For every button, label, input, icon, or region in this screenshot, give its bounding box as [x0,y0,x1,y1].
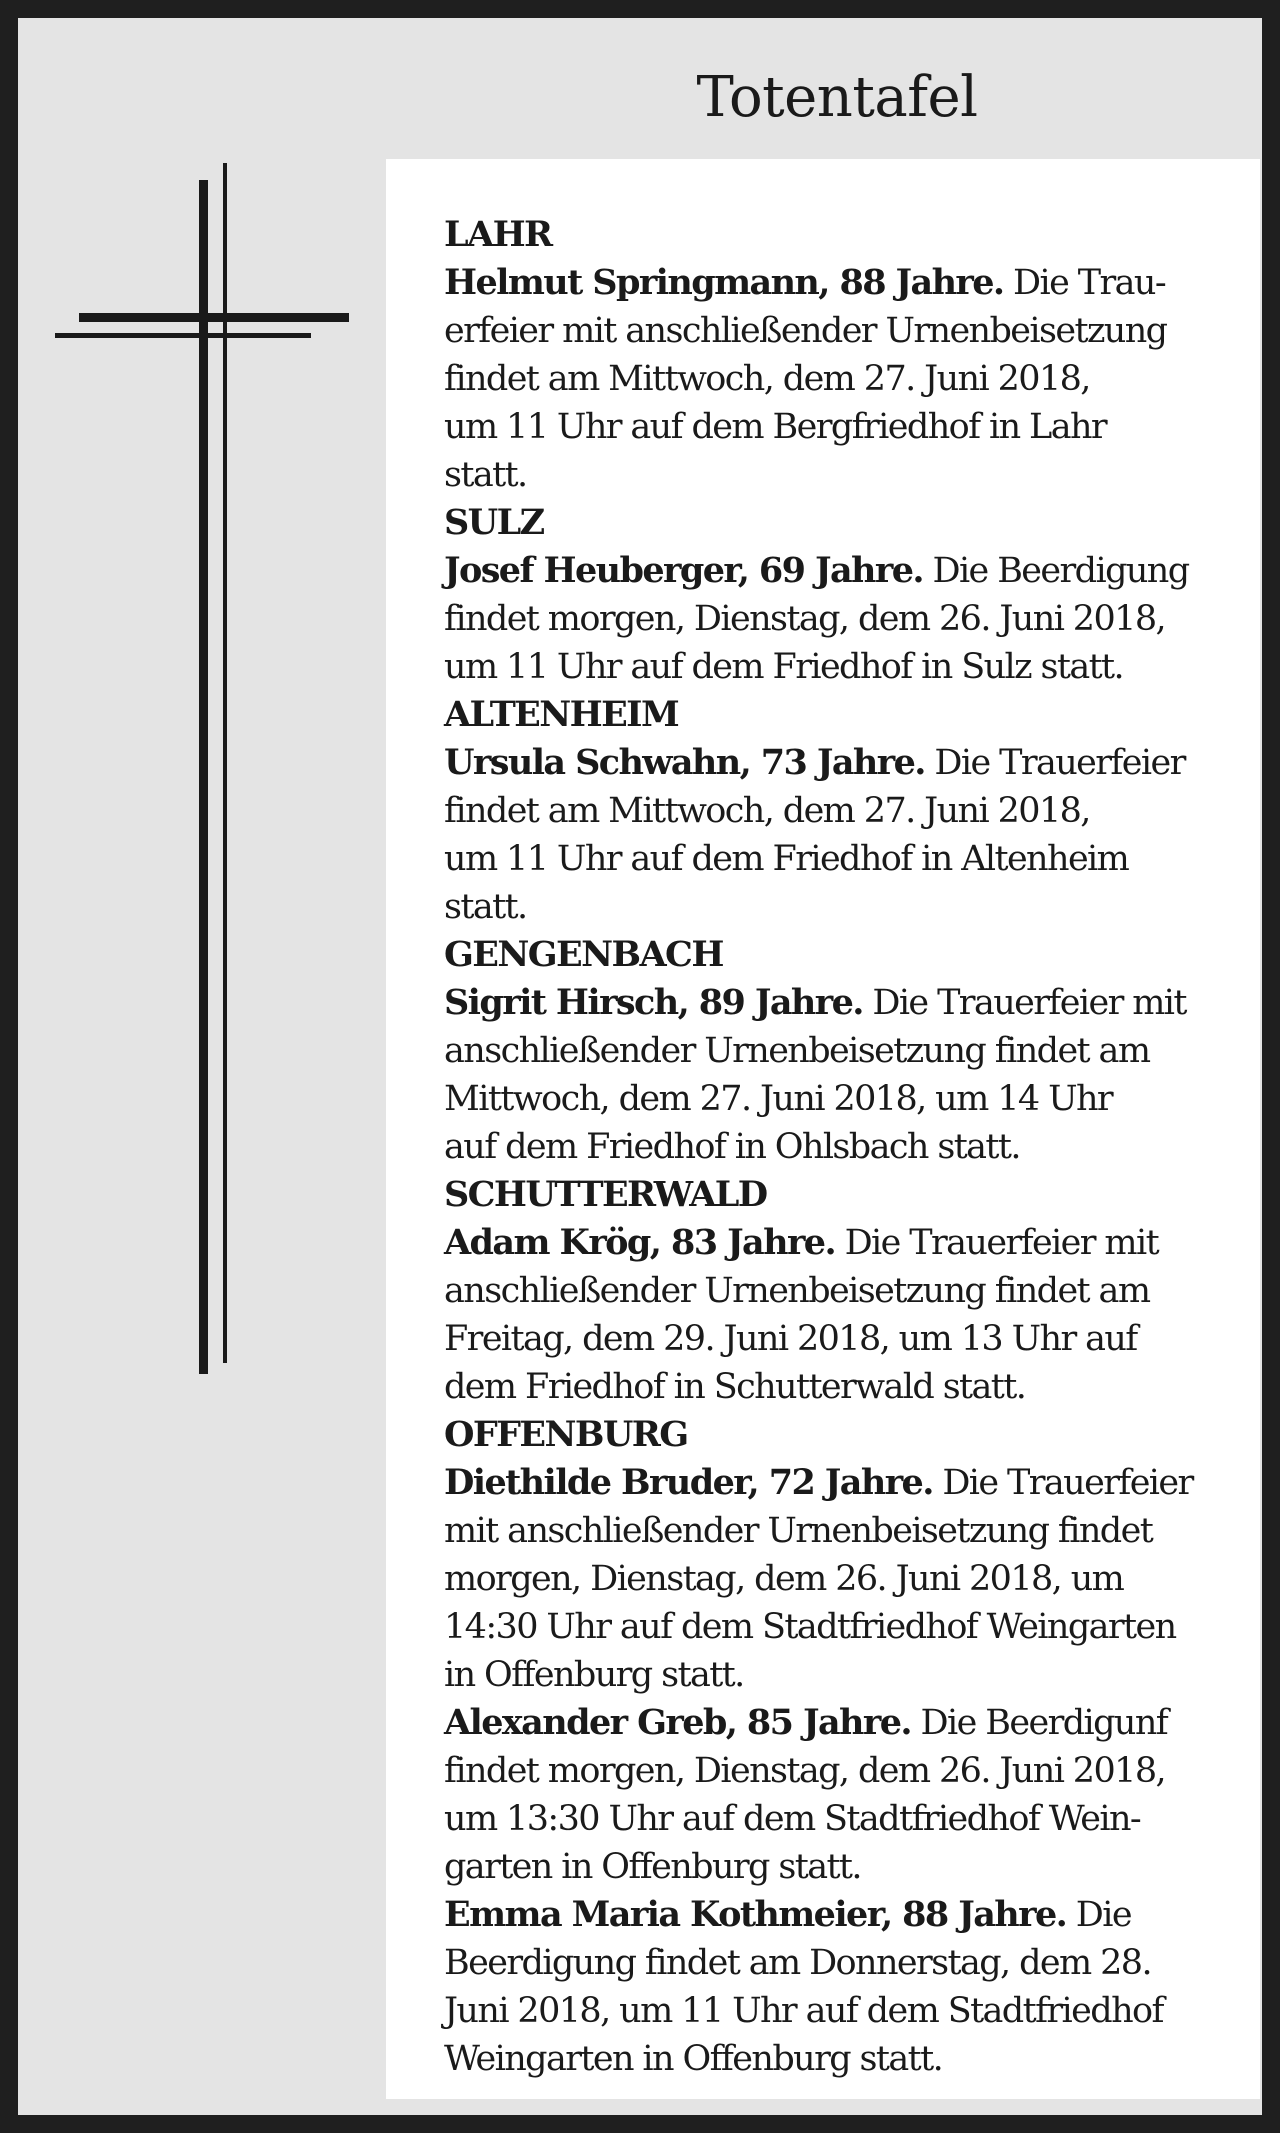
entry-text: Die Trauerfeier [932,1463,1193,1503]
entry-line: in Offenburg statt. [444,1655,744,1695]
entry-line: findet morgen, Dienstag, dem 26. Juni 2018, [444,1751,1166,1791]
entry-line: um 11 Uhr auf dem Bergfriedhof in Lahr [444,407,1107,447]
entry-line: Juni 2018, um 11 Uhr auf dem Stadtfriedhof [444,1991,1163,2031]
entry-line: erfeier mit anschließender Urnenbeisetzung [444,311,1167,351]
entry-line [444,547,1244,595]
place-heading-sulz: SULZ [444,502,544,543]
entry-line [444,739,1244,787]
entry-line: anschließender Urnenbeisetzung findet am [444,1031,1150,1071]
place-heading-lahr: LAHR [444,214,552,255]
entry-line [444,1891,1244,1939]
entry-line: dem Friedhof in Schutterwald statt. [444,1367,1026,1407]
entry-text: Die Trauerfeier mit [862,983,1186,1023]
obituary-entry [444,1459,1244,1699]
obituary-entry [444,979,1244,1171]
entry-line: findet am Mittwoch, dem 27. Juni 2018, [444,791,1090,831]
entry-line: 14:30 Uhr auf dem Stadtfriedhof Weingarten [444,1607,1176,1647]
place-heading-offenburg: OFFENBURG [444,1414,688,1455]
entry-text: Die Beerdigung [922,551,1189,591]
entry-line: findet morgen, Dienstag, dem 26. Juni 2018, [444,599,1166,639]
entry-line: findet am Mittwoch, dem 27. Juni 2018, [444,359,1090,399]
entry-line: auf dem Friedhof in Ohlsbach statt. [444,1127,1020,1167]
obituary-entry [444,1219,1244,1411]
entry-line: um 13:30 Uhr auf dem Stadtfriedhof Wein- [444,1799,1141,1839]
cross-icon [18,18,402,2115]
obituary-entry [444,259,1244,499]
entry-text: Die [1066,1895,1131,1935]
entry-line: mit anschließender Urnenbeisetzung findet [444,1511,1153,1551]
entry-text: Die Trauerfeier [924,743,1185,783]
entry-line: Freitag, dem 29. Juni 2018, um 13 Uhr auf [444,1319,1137,1359]
obituary-panel [18,18,1262,2115]
entry-line: um 11 Uhr auf dem Friedhof in Altenheim [444,839,1129,879]
entry-line: Mittwoch, dem 27. Juni 2018, um 14 Uhr [444,1079,1113,1119]
entry-line: garten in Offenburg statt. [444,1847,861,1887]
obituary-list-panel [386,159,1260,2099]
page-title: Totentafel [696,65,978,130]
entry-line: statt. [444,455,527,495]
entry-line: Beerdigung findet am Donnerstag, dem 28. [444,1943,1151,1983]
entry-line: Weingarten in Offenburg statt. [444,2039,943,2079]
place-heading-altenheim: ALTENHEIM [444,694,679,735]
entry-line: morgen, Dienstag, dem 26. Juni 2018, um [444,1559,1124,1599]
obituary-entry [444,1891,1244,2083]
deceased-name: Ursula Schwahn, 73 Jahre. [444,742,925,783]
place-heading-gengenbach: GENGENBACH [444,934,723,975]
entry-line: statt. [444,887,527,927]
deceased-name: Alexander Greb, 85 Jahre. [444,1702,911,1743]
entry-text: Die Trau- [1003,263,1166,303]
obituary-list [444,211,1244,2083]
deceased-name: Diethilde Bruder, 72 Jahre. [444,1462,933,1503]
deceased-name: Adam Krög, 83 Jahre. [444,1222,836,1263]
place-heading-schutterwald: SCHUTTERWALD [444,1174,767,1215]
entry-line: um 11 Uhr auf dem Friedhof in Sulz statt. [444,647,1124,687]
deceased-name: Helmut Springmann, 88 Jahre. [444,262,1004,303]
entry-line [444,979,1244,1027]
obituary-entry [444,547,1244,691]
deceased-name: Josef Heuberger, 69 Jahre. [444,550,923,591]
deceased-name: Emma Maria Kothmeier, 88 Jahre. [444,1894,1067,1935]
entry-text: Die Trauerfeier mit [835,1223,1159,1263]
obituary-entry [444,1699,1244,1891]
entry-line [444,1459,1244,1507]
deceased-name: Sigrit Hirsch, 89 Jahre. [444,982,863,1023]
entry-text: Die Beerdigunf [911,1703,1168,1743]
entry-line [444,259,1244,307]
entry-line [444,1219,1244,1267]
obituary-entry [444,739,1244,931]
entry-line: anschließender Urnenbeisetzung findet am [444,1271,1150,1311]
entry-line [444,1699,1244,1747]
